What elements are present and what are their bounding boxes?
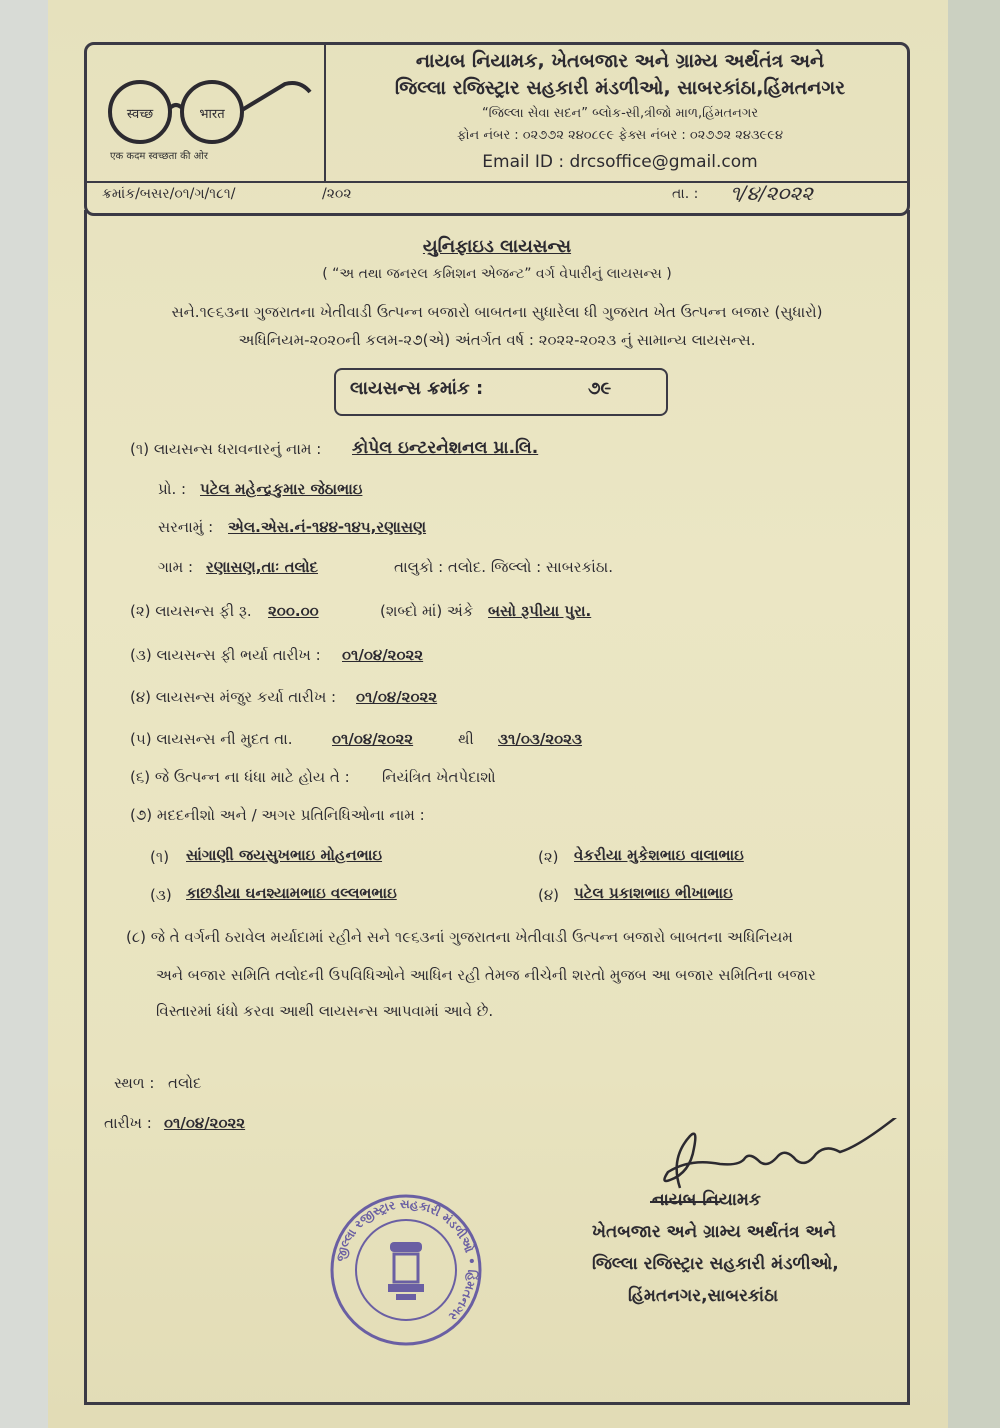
- office-title-line1: નાયબ નિયામક, ખેતબજાર અને ગ્રામ્ય અર્થતંત્ર અને: [415, 50, 825, 72]
- validity-label: (૫) લાયસન્સ ની મુદત તા.: [130, 730, 293, 748]
- approval-date-label: (૪) લાયસન્સ મંજુર કર્યા તારીખ :: [130, 688, 337, 706]
- business-label: (૬) જે ઉત્પન્ન ના ધંધા માટે હોય તે :: [130, 768, 350, 786]
- fee-label: (૨) લાયસન્સ ફી રૂ.: [130, 602, 252, 620]
- fee-words-label: (શબ્દો માં) અંકે: [380, 602, 474, 620]
- assistant-1-no: (૧): [150, 848, 170, 866]
- reference-year: /૨૦૨: [322, 186, 352, 202]
- signatory-line3: જિલ્લા રજિસ્ટ્રાર સહકારી મંડળીઓ,: [592, 1254, 839, 1274]
- business-value: નિયંત્રિત ખેતપેદાશો: [382, 768, 496, 786]
- official-seal-stamp: [326, 1190, 486, 1350]
- place-label: સ્થળ :: [114, 1074, 155, 1092]
- village-label: ગામ :: [158, 558, 194, 576]
- validity-to-word: થી: [458, 730, 474, 748]
- reference-date-label: તા. :: [672, 186, 699, 202]
- signatory-title: નાયબ નિયામક: [652, 1190, 761, 1210]
- stamp-ring-text: જીલ્લા રજીસ્ટ્રાર સહકારી મંડળીઓ • હિંમતનગર: [333, 1196, 480, 1324]
- assistants-label: (૭) મદદનીશો અને / અગર પ્રતિનિધિઓના નામ :: [130, 806, 425, 824]
- holder-value: કોપેલ ઇન્ટરનેશનલ પ્રા.લિ.: [352, 438, 539, 458]
- license-number-label: લાયસન્સ ક્રમાંક :: [350, 378, 484, 399]
- taluka-district: તાલુકો : તલોદ. જિલ્લો : સાબરકાંઠા.: [394, 558, 613, 576]
- fee-paid-date: ૦૧/૦૪/૨૦૨૨: [342, 646, 424, 664]
- proprietor-value: પટેલ મહેન્દ્રકુમાર જેઠાભાઇ: [200, 480, 363, 498]
- office-title-line2: જિલ્લા રજિસ્ટ્રાર સહકારી મંડળીઓ, સાબરકાંઠા,હિંમતનગર: [394, 77, 846, 99]
- clause8-line2: અને બજાર સમિતિ તલોદની ઉપવિધિઓને આધિન રહી તેમજ નીચેની શરતો મુજબ આ બજાર સમિતિના બજાર: [156, 966, 816, 984]
- validity-from: ૦૧/૦૪/૨૦૨૨: [332, 730, 414, 748]
- proprietor-label: પ્રો. :: [158, 480, 187, 498]
- assistant-4-no: (૪): [538, 886, 560, 904]
- assistant-1-name: સાંગાણી જયસુખભાઇ મોહનભાઇ: [186, 846, 383, 864]
- letterhead-divider: [324, 42, 326, 183]
- assistant-3-name: કાછડીયા ઘનશ્યામભાઇ વલ્લભભાઇ: [186, 884, 397, 902]
- date-label: તારીખ :: [104, 1114, 152, 1132]
- license-title: યુનિફાઇડ લાયસન્સ: [422, 236, 572, 257]
- assistant-4-name: પટેલ પ્રકાશભાઇ ભીખાભાઇ: [574, 884, 733, 902]
- left-background: [0, 0, 48, 1428]
- office-address: “જિલ્લા સેવા સદન” બ્લોક-સી,ત્રીજો માળ,હિંમતનગર: [481, 106, 759, 121]
- signatory-line4: હિંમતનગર,સાબરકાંઠા: [628, 1286, 779, 1306]
- place-value: તલોદ: [168, 1074, 202, 1092]
- approval-date: ૦૧/૦૪/૨૦૨૨: [356, 688, 438, 706]
- reference-date: ૧/૪/૨૦૨૨: [730, 181, 813, 205]
- intro-line-2: અધિનિયમ-૨૦૨૦ની કલમ-૨૭(એ) અંતર્ગત વર્ષ : ૨૦૨૨-૨૦૨૩ નું સામાન્ય લાયસન્સ.: [238, 331, 756, 349]
- reference-number: ક્રમાંક/બસર/૦૧/ગ/૧૮૧/: [102, 186, 236, 202]
- office-phone: ફોન નંબર : ૦૨૭૭૨ ૨૪૦૮૯૯ ફેક્સ નંબર : ૦૨૭૭૨ ૨૪૩૯૯૪: [456, 128, 784, 143]
- fee-value: ૨૦૦.૦૦: [268, 602, 319, 620]
- logo-left-word: स्वच्छ: [126, 107, 154, 122]
- holder-label: (૧) લાયસન્સ ધરાવનારનું નામ :: [130, 440, 322, 458]
- license-subtitle: ( “અ તથા જનરલ કમિશન એજન્ટ” વર્ગ વેપારીનું લાયસન્સ ): [322, 266, 672, 282]
- office-email: Email ID : drcsoffice@gmail.com: [482, 152, 758, 172]
- village-value: રણાસણ,તાઃ તલોદ: [206, 558, 319, 576]
- right-background: [948, 0, 1000, 1428]
- assistant-3-no: (૩): [150, 886, 172, 904]
- validity-to: ૩૧/૦૩/૨૦૨૩: [498, 730, 582, 748]
- logo-tagline: एक कदम स्वच्छता की ओर: [110, 151, 208, 162]
- address-label: સરનામું :: [158, 518, 214, 536]
- logo-right-word: भारत: [199, 107, 225, 122]
- clause8-line1: (૮) જે તે વર્ગની ઠરાવેલ મર્યાદામાં રહીને સને ૧૯૬૩નાં ગુજરાતના ખેતીવાડી ઉત્પન્ન બજારો બાબતના અધિનિયમ: [126, 928, 793, 946]
- address-value: એલ.એસ.નં-૧૪૪-૧૪૫,રણાસણ: [228, 518, 427, 536]
- intro-line-1: સને.૧૯૬૩ના ગુજરાતના ખેતીવાડી ઉત્પન્ન બજારો બાબતના સુધારેલા ધી ગુજરાત ખેત ઉત્પન્ન બજાર (સુધારો): [171, 303, 823, 321]
- clause8-line3: વિસ્તારમાં ધંધો કરવા આથી લાયસન્સ આપવામાં આવે છે.: [156, 1002, 494, 1020]
- assistant-2-no: (૨): [538, 848, 559, 866]
- fee-words-value: બસો રૂપીયા પુરા.: [488, 602, 592, 620]
- date-value: ૦૧/૦૪/૨૦૨૨: [164, 1114, 246, 1132]
- fee-paid-date-label: (૩) લાયસન્સ ફી ભર્યા તારીખ :: [130, 646, 321, 664]
- signatory-line2: ખેતબજાર અને ગ્રામ્ય અર્થતંત્ર અને: [592, 1222, 837, 1242]
- license-number: ૭૯: [588, 378, 612, 399]
- assistant-2-name: વેકરીયા મુકેશભાઇ વાલાભાઇ: [574, 846, 744, 864]
